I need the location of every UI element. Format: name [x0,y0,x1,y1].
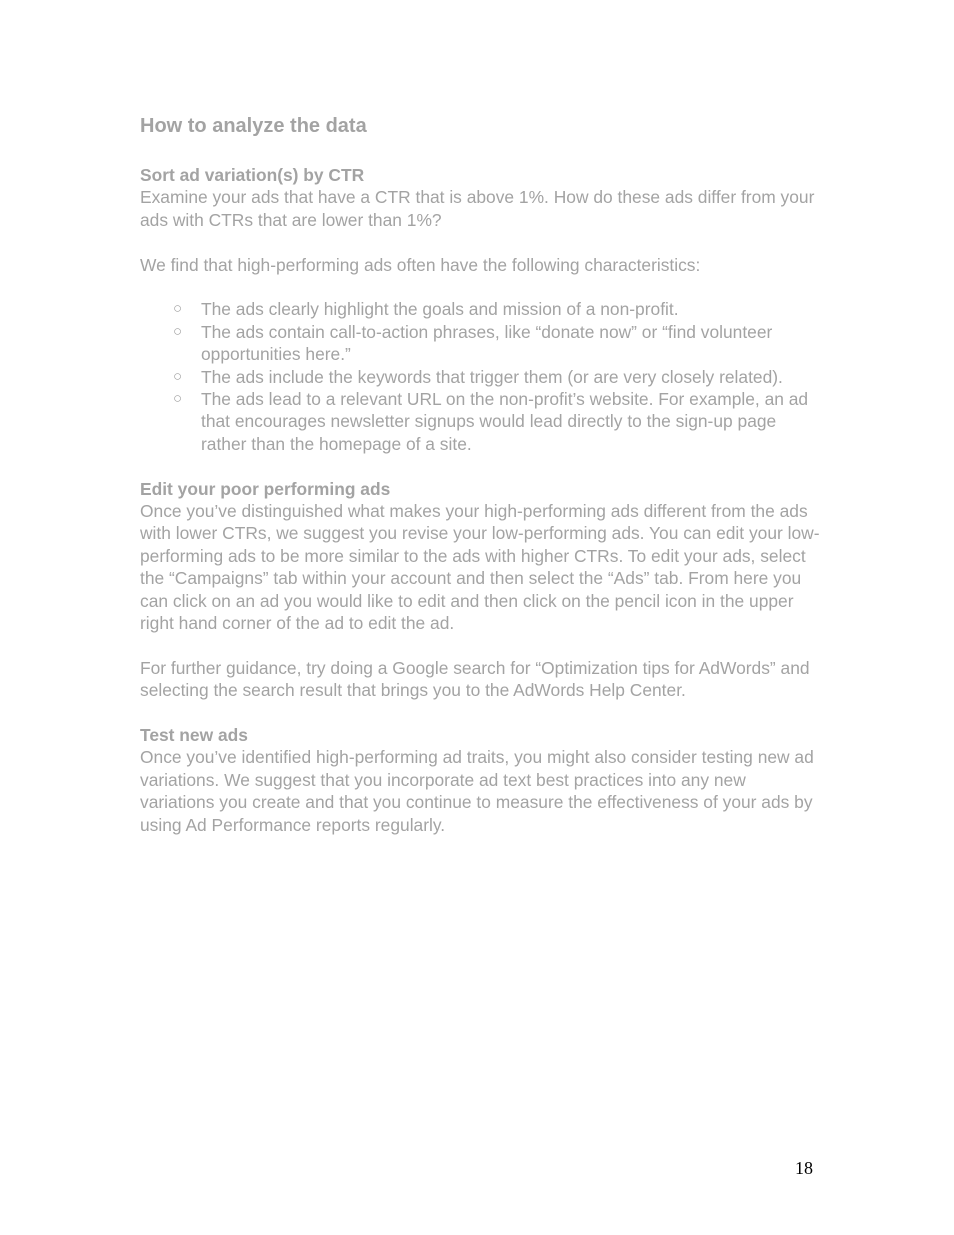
paragraph-spacer [140,276,820,298]
page-content [140,112,820,836]
section-edit-poor-ads [140,478,820,702]
section-test-new-ads [140,724,820,836]
list-item [140,388,820,455]
paragraph-spacer [140,231,820,253]
list-item-text: The ads include the keywords that trigger them (or are very closely related). [201,366,783,387]
list-item [140,366,820,388]
subheading-edit-poor-ads: Edit your poor performing ads [140,478,391,499]
bullet-circle-icon: ○ [173,390,183,408]
list-item [140,298,820,320]
page-title: How to analyze the data [140,115,367,137]
characteristics-list [140,298,820,455]
list-item [140,321,820,366]
list-item-text: The ads clearly highlight the goals and mission of a non-profit. [201,299,679,320]
bullet-circle-icon: ○ [173,300,183,318]
list-item-text: The ads lead to a relevant URL on the non-profit’s website. For example, an ad that encourages newsletter signups would lead directly to the sign-up page rather than the homepage of a site. [201,389,809,454]
paragraph: Once you’ve distinguished what makes your high-performing ads different from the ads with lower CTRs, we suggest you revise your low-performing ads. You can edit your low-performing ads to be more similar to the ads with higher CTRs. To edit your ads, select the “Campaigns” tab within your account and then select the “Ads” tab. From here you can click on an ad you would like to edit and then click on the pencil icon in the upper right hand corner of the ad to edit the ad. [140,501,820,634]
section-sort-by-ctr [140,164,820,455]
subheading-test-new-ads: Test new ads [140,725,248,746]
section-spacer [140,702,820,724]
page-number: 18 [795,1158,813,1178]
bullet-circle-icon: ○ [173,322,183,340]
section-spacer [140,455,820,477]
paragraph: Examine your ads that have a CTR that is above 1%. How do these ads differ from your ads with CTRs that are lower than 1%? [140,187,815,230]
list-item-text: The ads contain call-to-action phrases, like “donate now” or “find volunteer opportunities here.” [201,321,773,365]
bullet-circle-icon: ○ [173,367,183,385]
paragraph: Once you’ve identified high-performing ad traits, you might also consider testing new ad variations. We suggest that you incorporate ad text best practices into any new variations you create and that you continue to measure the effectiveness of your ads by using Ad Performance reports regularly. [140,747,814,835]
paragraph: For further guidance, try doing a Google search for “Optimization tips for AdWords” and selecting the search result that brings you to the AdWords Help Center. [140,657,810,701]
paragraph: We find that high-performing ads often have the following characteristics: [140,254,701,275]
paragraph-spacer [140,634,820,656]
subheading-sort-by-ctr: Sort ad variation(s) by CTR [140,165,365,185]
